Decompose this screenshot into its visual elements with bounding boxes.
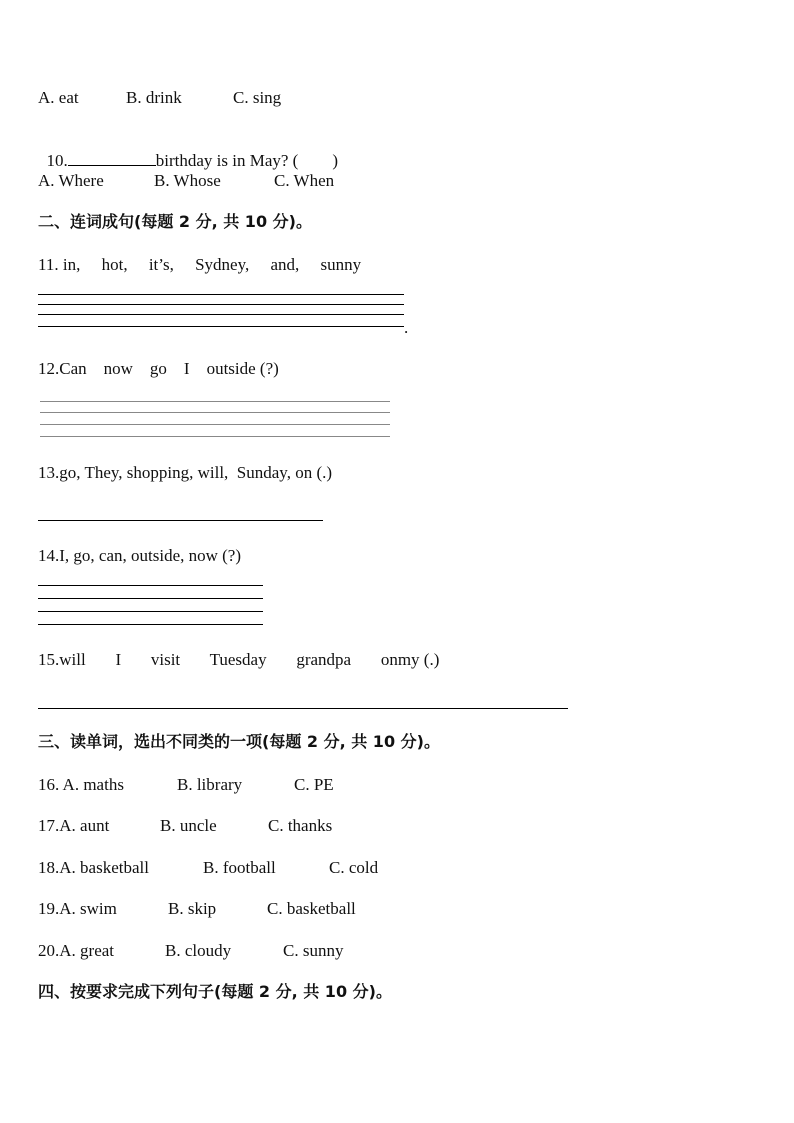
section-4-title: 四、按要求完成下列句子(每题 2 分, 共 10 分)。 [38,982,392,1001]
q14-answer-line-1 [38,585,263,586]
q14-answer-line-4 [38,624,263,625]
q10-option-a: A. Where [38,171,104,190]
q10-number: 10. [46,151,68,170]
q12-question: 12.Can now go I outside (?) [38,359,279,378]
q16-option-c: C. PE [294,775,334,794]
q9-option-b: B. drink [126,88,182,107]
q11-question: 11. in, hot, it’s, Sydney, and, sunny [38,255,362,274]
q14-question: 14.I, go, can, outside, now (?) [38,546,242,565]
q17-option-b: B. uncle [160,816,217,835]
q18-option-c: C. cold [329,858,379,877]
q9-option-c: C. sing [233,88,282,107]
q20-option-c: C. sunny [283,941,344,960]
q10-option-b: B. Whose [154,171,221,190]
q13-question: 13.go, They, shopping, will, Sunday, on (.) [38,463,333,482]
q19-option-b: B. skip [168,899,217,918]
q14-answer-line-2 [38,598,263,599]
q11-answer-line-3 [38,314,404,315]
q14-answer-line-3 [38,611,263,612]
q12-answer-line-4 [40,436,390,437]
section-2-title: 二、连词成句(每题 2 分, 共 10 分)。 [38,212,312,231]
q20-option-a: 20.A. great [38,941,115,960]
q10-blank [68,149,156,166]
q17-option-c: C. thanks [268,816,333,835]
q10-option-c: C. When [274,171,335,190]
q10-text: birthday is in May? ( ) [155,151,338,170]
q11-answer-line-2 [38,304,404,305]
q16-option-a: 16. A. maths [38,775,124,794]
section-3-title: 三、读单词，选出不同类的一项(每题 2 分, 共 10 分)。 [38,732,440,751]
q11-answer-line-4 [38,326,404,327]
q12-answer-line-2 [40,412,390,413]
q9-option-a: A. eat [38,88,79,107]
q13-answer-line [38,520,323,521]
q17-option-a: 17.A. aunt [38,816,110,835]
q16-option-b: B. library [177,775,243,794]
q12-answer-line-3 [40,424,390,425]
q15-question: 15.will I visit Tuesday grandpa onmy (.) [38,650,440,669]
q19-option-a: 19.A. swim [38,899,117,918]
q11-answer-line-1 [38,294,404,295]
q10-question [38,129,338,171]
q11-period: . [404,318,409,337]
q18-option-b: B. football [203,858,276,877]
q18-option-a: 18.A. basketball [38,858,149,877]
q15-answer-line [38,708,568,709]
q19-option-c: C. basketball [267,899,356,918]
q20-option-b: B. cloudy [165,941,232,960]
q12-answer-line-1 [40,401,390,402]
